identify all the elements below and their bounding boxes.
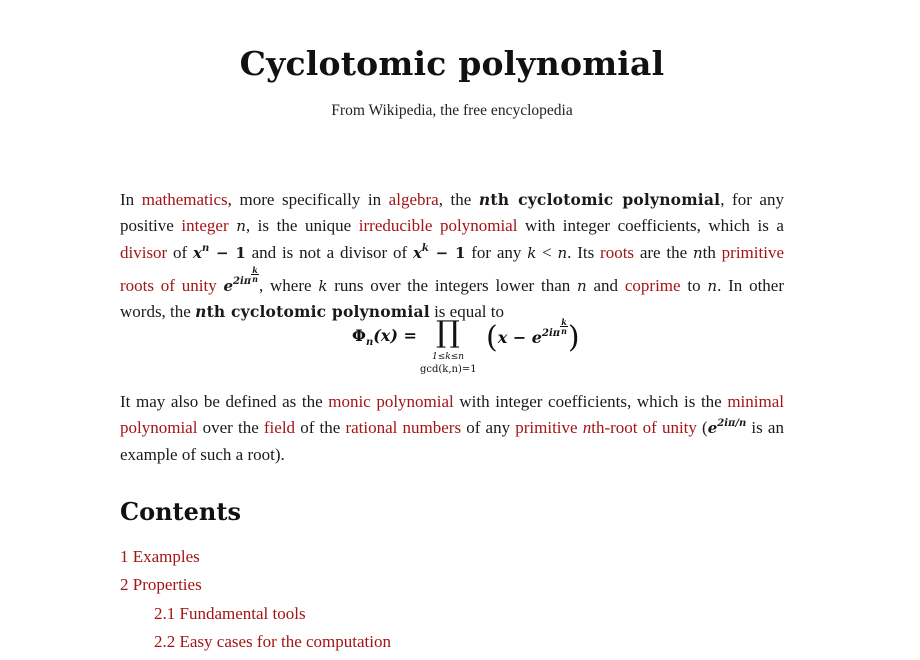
- text: and is not a divisor of: [245, 242, 413, 262]
- text: − 1: [209, 243, 246, 262]
- product-range: 1≤k≤n: [432, 352, 465, 362]
- math-n: n: [707, 276, 718, 295]
- text: runs over the integers lower than: [327, 275, 578, 295]
- product-symbol: ∏: [436, 315, 460, 350]
- denominator: n: [561, 326, 567, 336]
- formula-term: x − e: [497, 328, 542, 347]
- math-x: x: [193, 243, 202, 262]
- text: , the: [438, 190, 479, 209]
- math-x-pow-n: [193, 244, 246, 262]
- text: for any: [465, 242, 528, 262]
- math-n: n: [236, 217, 246, 236]
- formula-lhs: [352, 326, 417, 348]
- text: (: [696, 418, 708, 438]
- link-monic-polynomial[interactable]: monic polynomial: [328, 392, 454, 411]
- math-e: e: [707, 419, 718, 438]
- math-n: n: [582, 418, 592, 438]
- text: In: [120, 190, 142, 209]
- bold-term: [479, 190, 720, 209]
- product-condition: gcd(k,n)=1: [420, 364, 477, 375]
- formula-rhs: [486, 318, 580, 355]
- link-coprime[interactable]: coprime: [624, 275, 681, 295]
- math-n: n: [478, 190, 491, 209]
- denominator: n: [252, 273, 258, 284]
- link-primitive-roots-of-unity[interactable]: primitive roots of unity: [120, 242, 784, 295]
- subscript-n: n: [365, 337, 374, 349]
- text: is equal to: [429, 302, 504, 322]
- intro-paragraph: [120, 187, 784, 325]
- math-x-pow-k: [413, 244, 465, 262]
- text: It may also be defined as the: [120, 392, 329, 411]
- toc-item-fundamental-tools: [120, 603, 391, 631]
- text: <: [536, 242, 558, 262]
- text: of any: [461, 418, 516, 438]
- toc-link[interactable]: 2.2 Easy cases for the computation: [154, 631, 391, 651]
- definition-paragraph: [120, 389, 784, 468]
- text: th cyclotomic polynomial: [206, 302, 430, 322]
- formula-arg: (x) =: [373, 326, 417, 345]
- text: , where: [258, 275, 319, 295]
- math-e: e: [223, 276, 234, 295]
- toc-item-examples: [120, 546, 391, 574]
- exponent: 2iπ/n: [717, 418, 747, 430]
- numerator: k: [252, 264, 258, 275]
- text: and: [586, 275, 625, 295]
- numerator: k: [561, 317, 567, 327]
- text: th cyclotomic polynomial: [490, 190, 721, 209]
- text: of: [167, 242, 194, 262]
- math-x: x: [412, 243, 422, 262]
- fraction: [560, 318, 568, 335]
- link-integer[interactable]: integer: [181, 216, 229, 236]
- text: with integer coefficients, which is the: [453, 392, 728, 411]
- math-n: n: [692, 243, 703, 262]
- text: over the: [197, 418, 264, 438]
- text: . In other words, the: [120, 275, 784, 322]
- contents-heading: Contents: [120, 497, 241, 526]
- math-n: n: [195, 302, 207, 322]
- text: th: [702, 242, 722, 262]
- table-of-contents: [120, 546, 391, 659]
- link-rational-numbers[interactable]: rational numbers: [345, 418, 462, 438]
- exponent: 2iπ: [541, 328, 561, 339]
- text: , for any positive: [120, 190, 784, 236]
- toc-link[interactable]: 1 Examples: [120, 547, 200, 566]
- toc-link[interactable]: 2.1 Fundamental tools: [154, 603, 306, 623]
- math-exponential: [708, 419, 747, 437]
- link-roots[interactable]: roots: [600, 242, 635, 262]
- link-irreducible-polynomial[interactable]: irreducible polynomial: [358, 216, 518, 236]
- toc-link[interactable]: 2 Properties: [120, 575, 202, 595]
- math-k: k: [527, 243, 537, 262]
- exponent: 2iπ: [233, 275, 252, 287]
- link-field[interactable]: field: [263, 418, 296, 438]
- text: are the: [634, 242, 693, 262]
- cyclotomic-formula: [340, 315, 600, 378]
- link-mathematics[interactable]: mathematics: [141, 190, 228, 209]
- open-paren: (: [486, 320, 498, 355]
- text: , is the unique: [245, 216, 359, 236]
- link-primitive-nth-root-of-unity[interactable]: [515, 418, 697, 437]
- text: to: [680, 275, 708, 295]
- fraction: [251, 266, 259, 283]
- link-minimal-polynomial[interactable]: minimal polynomial: [120, 392, 784, 438]
- text: primitive: [515, 418, 583, 438]
- page-subtitle: From Wikipedia, the free encyclopedia: [331, 102, 573, 119]
- toc-item-easy-cases: [120, 631, 391, 659]
- exponent: k: [421, 242, 429, 254]
- text: is an example of such a root).: [120, 418, 784, 464]
- math-k: k: [318, 276, 328, 295]
- link-divisor[interactable]: divisor: [120, 242, 168, 262]
- page-title: Cyclotomic polynomial: [239, 44, 665, 83]
- math-n: n: [557, 243, 568, 262]
- exponent: n: [201, 242, 210, 254]
- text: − 1: [428, 243, 466, 262]
- text: with integer coefficients, which is a: [517, 216, 784, 236]
- text: of the: [295, 418, 346, 438]
- toc-item-properties: [120, 574, 391, 602]
- math-exponential: [223, 264, 259, 295]
- link-algebra[interactable]: algebra: [388, 190, 439, 209]
- text: , more specifically in: [227, 190, 389, 209]
- math-n: n: [577, 276, 587, 295]
- phi-symbol: Φ: [352, 326, 366, 345]
- text: th-root of unity: [591, 418, 697, 438]
- close-paren: ): [567, 320, 580, 355]
- text: [217, 276, 224, 295]
- text: . Its: [567, 242, 601, 262]
